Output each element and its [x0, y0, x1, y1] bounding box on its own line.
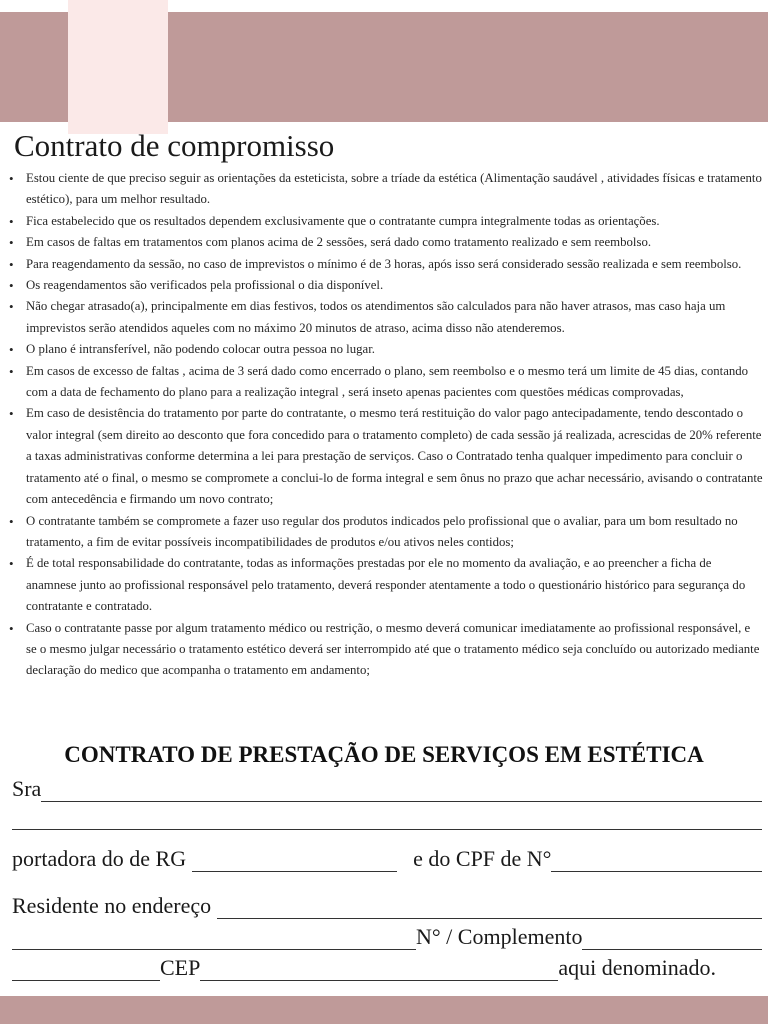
clause-item: • O contratante também se compromete a fazer uso regular dos produtos indicados pelo profissional que o avaliar, para um bom resultado no tratamento, a fim de evitar possíveis incompatibilidades de produtos e/ou ativos neles contidos;	[8, 511, 763, 554]
header-accent-block	[68, 0, 168, 134]
closing-label: aqui denominado.	[558, 955, 716, 980]
address-label: Residente no endereço	[12, 893, 212, 918]
clause-list	[8, 168, 763, 682]
clause-item: • Não chegar atrasado(a), principalmente em dias festivos, todos os atendimentos são calculados para não haver atrasos, mas caso haja um imprevistos serão atendidos aqueles com no máximo 20 minutos de atraso, acima disso não atenderemos.	[8, 296, 763, 339]
rg-blank[interactable]	[192, 850, 397, 872]
clause-item: • Em casos de faltas em tratamentos com planos acima de 2 sessões, será dado como tratamento realizado e sem reembolso.	[8, 232, 763, 253]
cpf-blank[interactable]	[551, 850, 762, 872]
cep-line	[12, 955, 762, 981]
cep-label: CEP	[160, 955, 201, 980]
footer-band	[0, 996, 768, 1024]
pre-cep-blank[interactable]	[12, 959, 160, 981]
contract-heading: CONTRATO DE PRESTAÇÃO DE SERVIÇOS EM ESTÉTICA	[64, 742, 704, 767]
address-blank[interactable]	[217, 897, 762, 919]
complement-blank[interactable]	[582, 928, 762, 950]
clause-item: • Fica estabelecido que os resultados dependem exclusivamente que o contratante cumpra integralmente todas as orientações.	[8, 211, 763, 232]
rg-label: portadora do de RG	[12, 846, 187, 871]
clause-item: • Os reagendamentos são verificados pela profissional o dia disponível.	[8, 275, 763, 296]
address-continuation-blank[interactable]	[12, 928, 416, 950]
name-blank[interactable]	[12, 808, 762, 830]
clause-item: • O plano é intransferível, não podendo colocar outra pessoa no lugar.	[8, 339, 763, 360]
clause-item: • Estou ciente de que preciso seguir as orientações da esteticista, sobre a tríade da estética (Alimentação saudável , atividades físicas e tratamento estético), para um melhor resultado.	[8, 168, 763, 211]
complement-line	[12, 924, 762, 950]
rg-cpf-line	[12, 846, 762, 872]
sra-blank[interactable]	[41, 780, 762, 802]
clause-item: • Em caso de desistência do tratamento por parte do contratante, o mesmo terá restituição do valor pago antecipadamente, tendo descontado o valor integral (sem direito ao desconto que fora concedido para o tratamento completo) de cada sessão já realizada, acrescidas de 20% referente a taxas administrativas conforme determina a lei para prestação de serviços. Caso o Contratado tenha qualquer impedimento para concluir o tratamento até o final, o mesmo se compromete a conclui-lo de forma integral e sem ônus no prazo que achar necessário, avisando o contratante com antecedência e firmando um novo contrato;	[8, 403, 763, 510]
cep-blank[interactable]	[200, 959, 558, 981]
address-line	[12, 893, 762, 919]
sra-line	[12, 776, 762, 802]
cpf-label: e do CPF de N°	[413, 846, 552, 871]
name-continuation-line	[12, 808, 762, 830]
sra-label: Sra	[12, 776, 42, 801]
clause-item: • Em casos de excesso de faltas , acima de 3 será dado como encerrado o plano, sem reembolso e o mesmo terá um limite de 45 dias, contando com a data de fechamento do plano para a realização integral , será inseto apenas pacientes com questões médicas comprovadas,	[8, 361, 763, 404]
clause-item: • Caso o contratante passe por algum tratamento médico ou restrição, o mesmo deverá comunicar imediatamente ao profissional responsável, e se o mesmo julgar necessário o tratamento estético deverá ser interrompido até que o tratamento médico seja concluído ou autorizado mediante declaração do medico que acompanha o tratamento em andamento;	[8, 618, 763, 682]
complement-label: N° / Complemento	[416, 924, 583, 949]
clause-item: • É de total responsabilidade do contratante, todas as informações prestadas por ele no momento da avaliação, e ao preencher a ficha de anamnese junto ao profissional responsável pelo tratamento, deverá responder atentamente a todo o questionário histórico para segurança do contratante e contratado.	[8, 553, 763, 617]
clause-item: • Para reagendamento da sessão, no caso de imprevistos o mínimo é de 3 horas, após isso será considerado sessão realizada e sem reembolso.	[8, 254, 763, 275]
page-title: Contrato de compromisso	[14, 128, 335, 163]
